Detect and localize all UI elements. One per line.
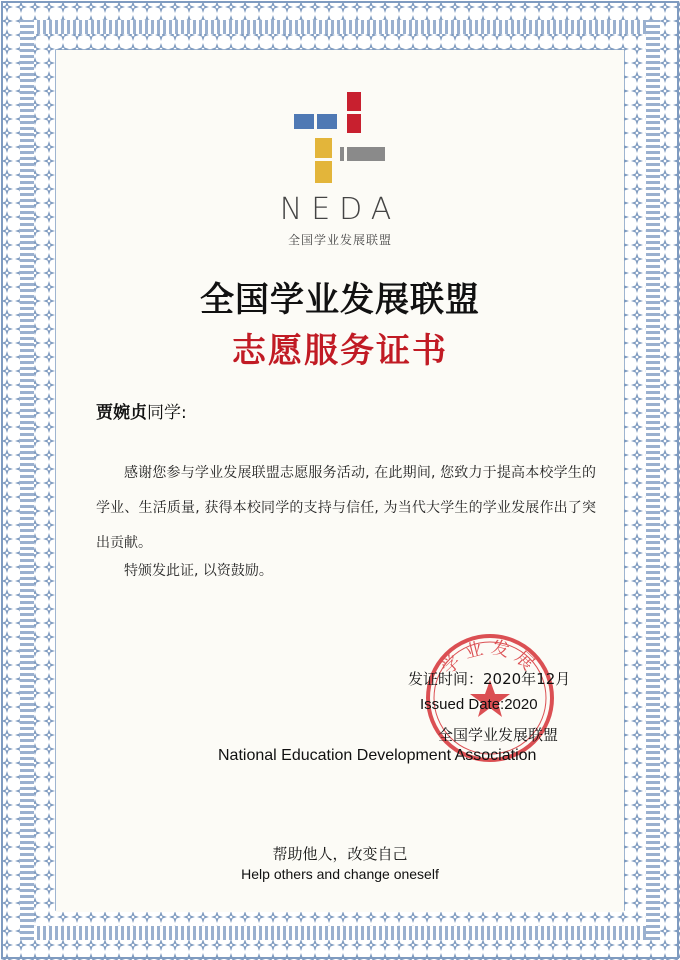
issuer-name-cn: 全国学业发展联盟: [438, 726, 559, 744]
logo-subtitle: 全国学业发展联盟: [287, 233, 392, 247]
certificate-title: 志愿服务证书: [232, 331, 448, 371]
award-statement: 特颁发此证, 以资鼓励。: [124, 563, 273, 579]
issuer-name-en: National Education Development Association: [218, 747, 537, 764]
logo-name: NEDA: [279, 192, 401, 227]
issue-date-en: Issued Date:2020: [420, 696, 538, 713]
issue-date-cn: 发证时间：2020年12月: [408, 670, 571, 688]
recipient-greeting: [96, 398, 187, 423]
recipient-suffix: 同学:: [147, 403, 187, 423]
motto-cn: 帮助他人，改变自己: [272, 845, 408, 863]
recipient-name: 贾婉贞: [96, 403, 147, 423]
neda-logo-mark: [290, 90, 390, 185]
motto-en: Help others and change oneself: [241, 866, 439, 882]
certificate-paragraph: 感谢您参与学业发展联盟志愿服务活动, 在此期间, 您致力于提高本校学生的学业、生活质量, 获得本校同学的支持与信任, 为当代大学生的学业发展作出了突出贡献。: [96, 465, 596, 551]
organization-title: 全国学业发展联盟: [200, 280, 480, 320]
svg-text:学业发展: 学业发展: [437, 637, 543, 679]
